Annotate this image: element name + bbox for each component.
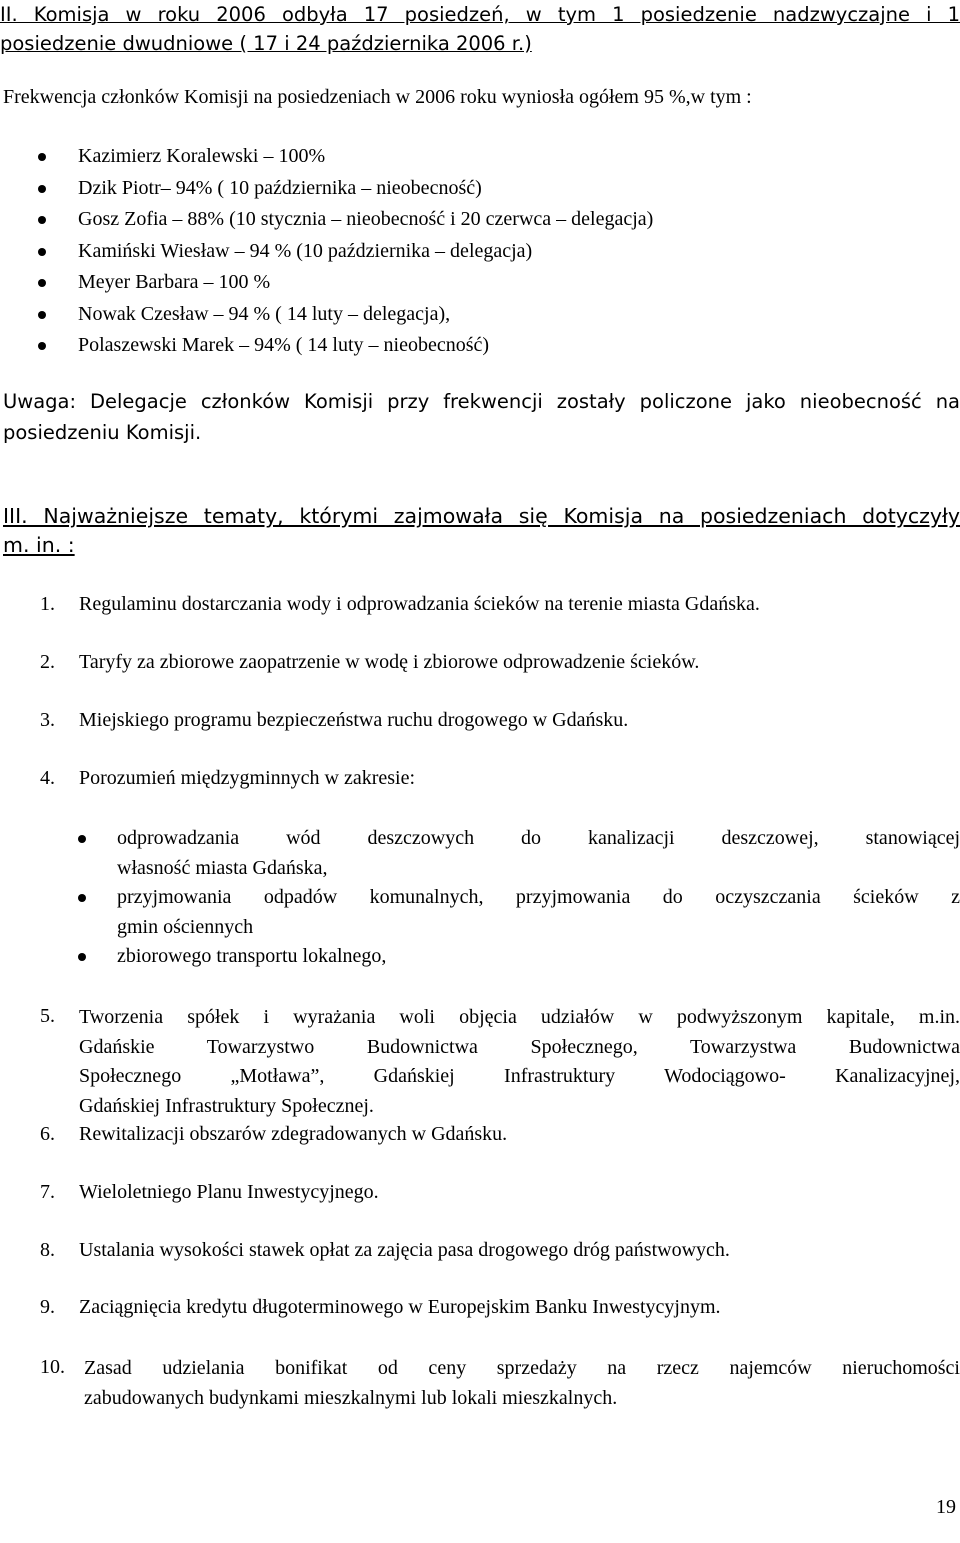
attendance-note-line-2: posiedzeniu Komisji. [3, 421, 202, 444]
section-3-heading [3, 502, 960, 560]
bullet-icon [38, 279, 46, 287]
list-item: Gosz Zofia – 88% (10 stycznia – nieobecność i 20 czerwca – delegacja) [0, 204, 960, 236]
topic-6: Rewitalizacji obszarów zdegradowanych w Gdańsku. [79, 1123, 508, 1145]
topic-8-number: 8. [40, 1239, 55, 1261]
section-3-heading-line-1: III. Najważniejsze tematy, którymi zajmowała się Komisja na posiedzeniach dotyczyły [3, 504, 960, 528]
topic-1: Regulaminu dostarczania wody i odprowadzania ścieków na terenie miasta Gdańska. [79, 593, 760, 615]
bullet-icon [38, 342, 46, 350]
topic-4: Porozumień międzygminnych w zakresie: [79, 767, 416, 789]
attendance-intro: Frekwencja członków Komisji na posiedzeniach w 2006 roku wyniosła ogółem 95 %,w tym : [3, 86, 752, 108]
bullet-icon [78, 953, 86, 961]
topic-1-number: 1. [40, 593, 55, 615]
bullet-icon [78, 894, 86, 902]
list-item: zbiorowego transportu lokalnego, [0, 942, 960, 972]
bullet-icon [38, 153, 46, 161]
list-item: odprowadzania wód deszczowych do kanalizacji deszczowej, stanowiącej własność miasta Gdańska, [0, 824, 960, 883]
topic-2: Taryfy za zbiorowe zaopatrzenie w wodę i zbiorowe odprowadzenie ścieków. [79, 651, 700, 673]
topic-8: Ustalania wysokości stawek opłat za zajęcia pasa drogowego dróg państwowych. [79, 1239, 730, 1261]
section-2-heading [0, 0, 960, 58]
attendance-note [3, 386, 960, 448]
topic-10-number: 10. [40, 1356, 65, 1378]
topic-6-number: 6. [40, 1123, 55, 1145]
list-item: przyjmowania odpadów komunalnych, przyjmowania do oczyszczania ścieków z gmin ościennych [0, 883, 960, 942]
bullet-icon [38, 216, 46, 224]
list-item: Dzik Piotr– 94% ( 10 października – nieobecność) [0, 173, 960, 205]
section-2-heading-line-2: posiedzenie dwudniowe ( 17 i 24 października 2006 r.) [0, 32, 532, 55]
section-3-heading-line-2: m. in. : [3, 533, 75, 557]
attendance-member-list [0, 141, 960, 362]
topic-9: Zaciągnięcia kredytu długoterminowego w Europejskim Banku Inwestycyjnym. [79, 1296, 721, 1318]
topic-4-sublist [0, 824, 960, 972]
topic-9-number: 9. [40, 1296, 55, 1318]
topic-3: Miejskiego programu bezpieczeństwa ruchu drogowego w Gdańsku. [79, 709, 629, 731]
bullet-icon [38, 248, 46, 256]
bullet-icon [78, 835, 86, 843]
topic-5: Tworzenia spółek i wyrażania woli objęcia udziałów w podwyższonym kapitale, m.in. Gdańskie Towarzystwo Budownictwa Społecznego, Towarzystwa Budownictwa Społecznego „Motława”, Gdańskiej Infrastruktury Wodociągowo- Kanalizacyjnej, Gdańskiej Infrastruktury Społecznej. [79, 1006, 960, 1117]
topic-2-number: 2. [40, 651, 55, 673]
topic-3-number: 3. [40, 709, 55, 731]
topic-5-number: 5. [40, 1005, 55, 1027]
topic-10: Zasad udzielania bonifikat od ceny sprzedaży na rzecz najemców nieruchomości zabudowanych budynkami mieszkalnymi lub lokali mieszkalnych. [84, 1357, 960, 1409]
page-number: 19 [936, 1496, 956, 1518]
attendance-note-line-1: Uwaga: Delegacje członków Komisji przy frekwencji zostały policzone jako nieobecność na [3, 390, 960, 413]
list-item: Kamiński Wiesław – 94 % (10 października – delegacja) [0, 236, 960, 268]
list-item: Kazimierz Koralewski – 100% [0, 141, 960, 173]
list-item: Meyer Barbara – 100 % [0, 267, 960, 299]
bullet-icon [38, 311, 46, 319]
section-2-heading-line-1: II. Komisja w roku 2006 odbyła 17 posiedzeń, w tym 1 posiedzenie nadzwyczajne i 1 [0, 3, 960, 26]
topic-4-number: 4. [40, 767, 55, 789]
topic-7-number: 7. [40, 1181, 55, 1203]
topic-7: Wieloletniego Planu Inwestycyjnego. [79, 1181, 379, 1203]
list-item: Polaszewski Marek – 94% ( 14 luty – nieobecność) [0, 330, 960, 362]
bullet-icon [38, 185, 46, 193]
list-item: Nowak Czesław – 94 % ( 14 luty – delegacja), [0, 299, 960, 331]
